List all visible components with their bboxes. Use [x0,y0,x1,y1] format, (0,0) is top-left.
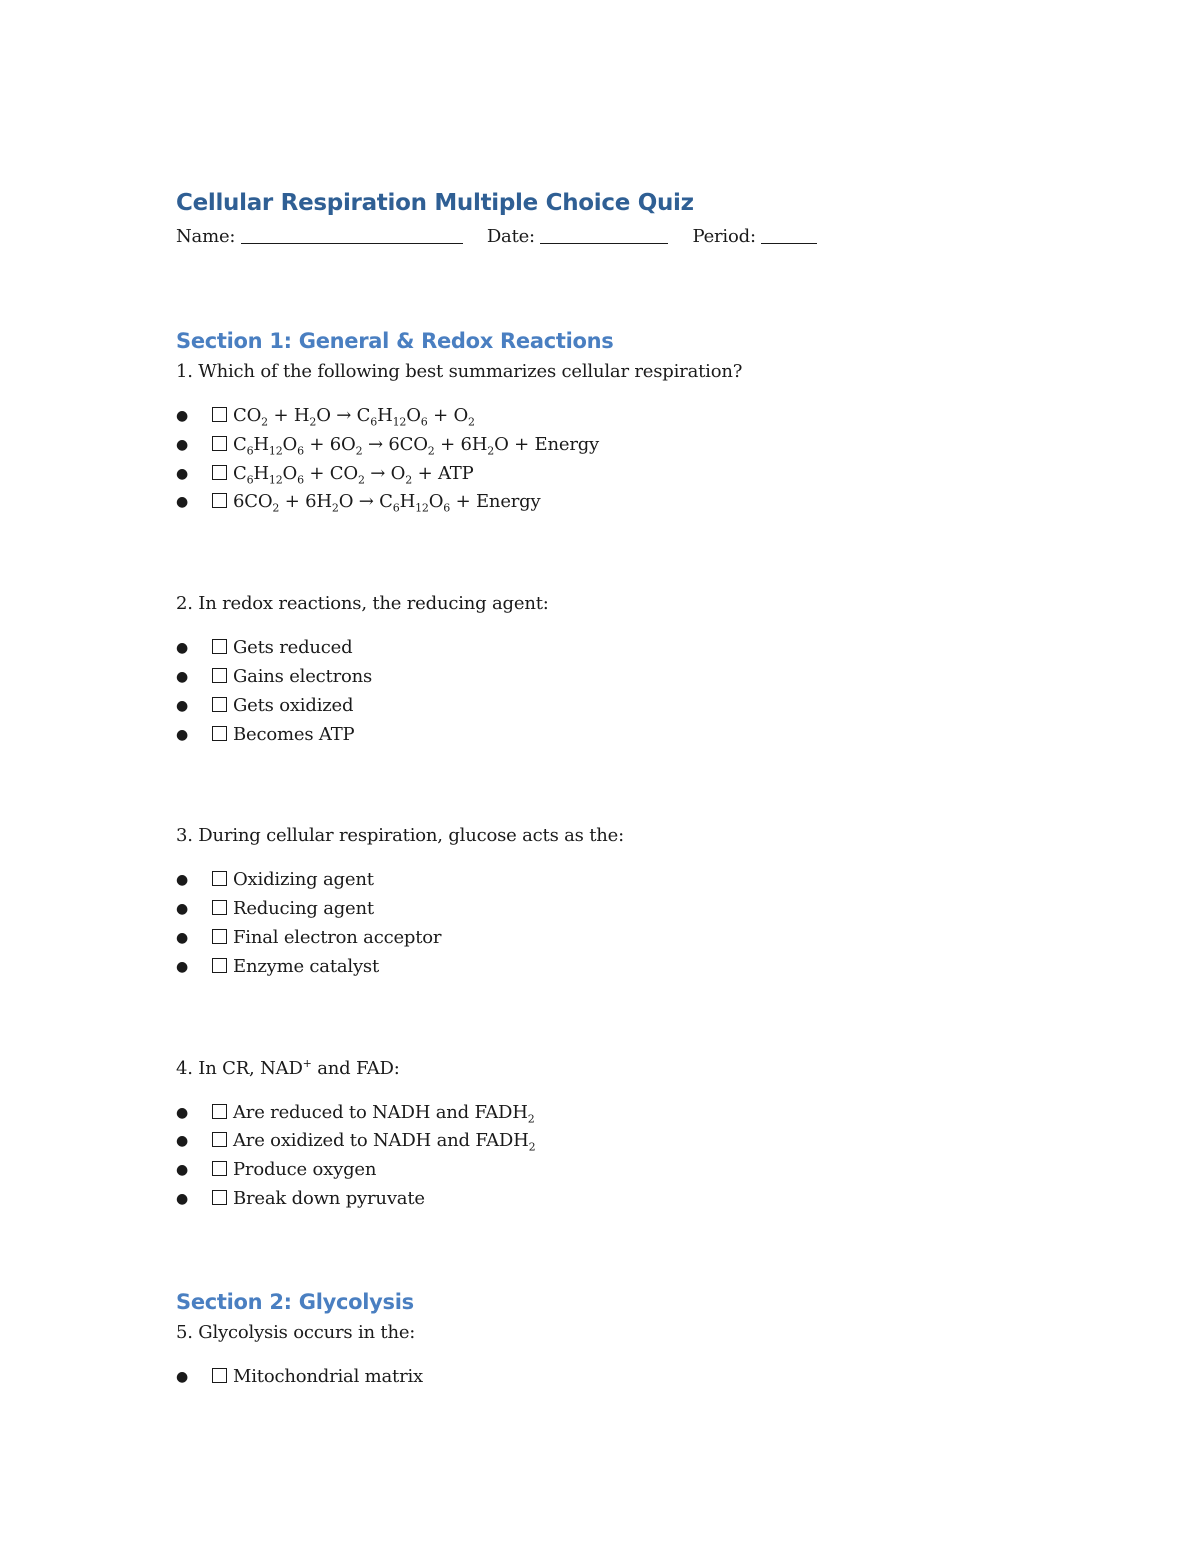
answer-option[interactable] [176,866,1076,895]
answer-options [176,1363,1076,1392]
checkbox-icon[interactable] [212,436,227,451]
answer-option[interactable] [176,431,1076,460]
bullet-icon: ● [176,726,189,743]
name-blank[interactable] [241,227,463,244]
answer-option-label: Becomes ATP [233,723,355,745]
checkbox-icon[interactable] [212,900,227,915]
bullet-icon: ● [176,668,189,685]
answer-option-label: $C_6H_{12}O_6 + CO_2 \to O_2$ + ATP [233,462,474,487]
answer-option[interactable] [176,663,1076,692]
answer-option[interactable] [176,488,1076,517]
bullet-icon: ● [176,436,189,453]
answer-option-label: Produce oxygen [233,1159,377,1181]
bullet-icon: ● [176,408,189,424]
checkbox-icon[interactable] [212,929,227,944]
name-field [176,226,463,247]
question-text: 2. In redox reactions, the reducing agent: [176,593,549,615]
answer-option[interactable] [176,402,1076,431]
bullet-icon: ● [176,1368,189,1385]
answer-option[interactable] [176,1185,1076,1214]
answer-options [176,402,1076,517]
answer-option-label: $C_6H_{12}O_6 + 6O_2 \to 6CO_2 + 6H_2O$ + Energy [233,433,600,458]
checkbox-icon[interactable] [212,1190,227,1205]
answer-option-label: Reducing agent [233,898,374,920]
answer-option[interactable] [176,1156,1076,1185]
answer-options [176,634,1076,749]
answer-option[interactable] [176,1363,1076,1392]
bullet-icon: ● [176,872,189,889]
checkbox-icon[interactable] [212,1132,227,1147]
bullet-icon: ● [176,1133,189,1150]
name-label: Name: [176,226,236,247]
answer-option[interactable] [176,692,1076,721]
bullet-icon: ● [176,465,189,482]
answer-option-label: Enzyme catalyst [233,955,380,977]
checkbox-icon[interactable] [212,871,227,886]
period-field [692,226,817,247]
date-blank[interactable] [540,227,668,244]
date-label: Date: [486,226,535,247]
checkbox-icon[interactable] [212,958,227,973]
answer-option[interactable] [176,1127,1076,1156]
checkbox-icon[interactable] [212,697,227,712]
checkbox-icon[interactable] [212,1368,227,1383]
answer-option[interactable] [176,953,1076,982]
answer-options [176,1099,1076,1214]
answer-option-label: $CO_2 + H_2O \to C_6H_{12}O_6 + O_2$ [233,405,475,429]
date-field [487,226,669,247]
bullet-icon: ● [176,1162,189,1179]
answer-option-label: $6CO_2 + 6H_2O \to C_6H_{12}O_6$ + Energy [233,491,541,515]
checkbox-icon[interactable] [212,726,227,741]
answer-option-label: Break down pyruvate [233,1187,425,1209]
bullet-icon: ● [176,929,189,946]
answer-option[interactable] [176,895,1076,924]
bullet-icon: ● [176,958,189,975]
checkbox-icon[interactable] [212,493,227,508]
answer-option[interactable] [176,721,1076,750]
period-blank[interactable] [761,227,817,244]
checkbox-icon[interactable] [212,668,227,683]
quiz-title: Cellular Respiration Multiple Choice Quiz [176,190,694,216]
answer-option[interactable] [176,1099,1076,1128]
question-text: 5. Glycolysis occurs in the: [176,1321,416,1343]
bullet-icon: ● [176,697,189,714]
question-text: 1. Which of the following best summarizes cellular respiration? [176,361,743,382]
bullet-icon: ● [176,1190,189,1207]
answer-option-label: Are reduced to NADH and $FADH_2$ [233,1101,535,1126]
section-heading: Section 2: Glycolysis [176,1289,414,1314]
answer-option-label: Are oxidized to NADH and $FADH_2$ [233,1130,536,1154]
period-label: Period: [692,226,756,247]
checkbox-icon[interactable] [212,407,227,422]
answer-option[interactable] [176,460,1076,489]
question-text: 4. In CR, NAD+ and FAD: [176,1056,400,1079]
answer-option[interactable] [176,634,1076,663]
quiz-sections [176,329,1076,1392]
answer-option-label: Final electron acceptor [233,926,442,948]
answer-option-label: Gains electrons [233,665,373,687]
checkbox-icon[interactable] [212,639,227,654]
answer-option[interactable] [176,924,1076,953]
answer-option-label: Mitochondrial matrix [233,1365,424,1387]
answer-option-label: Oxidizing agent [233,869,374,891]
bullet-icon: ● [176,1104,189,1121]
checkbox-icon[interactable] [212,1161,227,1176]
question-text: 3. During cellular respiration, glucose acts as the: [176,825,624,847]
answer-options [176,866,1076,981]
bullet-icon: ● [176,494,189,511]
checkbox-icon[interactable] [212,1104,227,1119]
student-info-line [176,226,1076,247]
checkbox-icon[interactable] [212,465,227,480]
answer-option-label: Gets reduced [233,637,353,659]
bullet-icon: ● [176,901,189,918]
section-heading: Section 1: General & Redox Reactions [176,329,614,353]
answer-option-label: Gets oxidized [233,694,354,716]
quiz-document [176,190,1076,1392]
bullet-icon: ● [176,640,189,657]
